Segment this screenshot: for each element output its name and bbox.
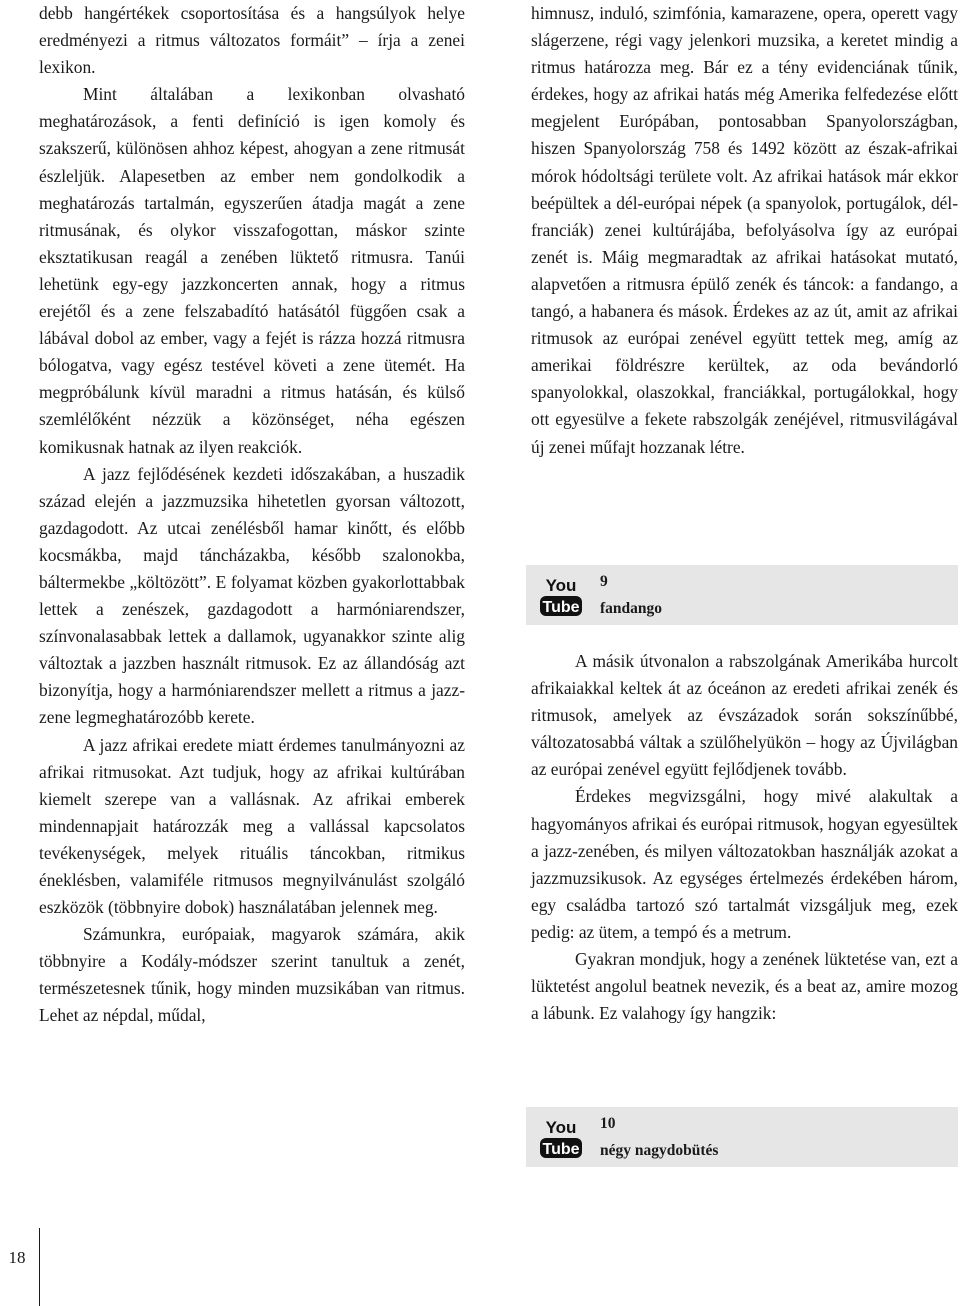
right-column-top [531,0,958,461]
body-paragraph: A jazz fejlődésének kezdeti időszakában, a huszadik század elején a jazzmuzsika hihetetlen gyorsan változott, gazdagodott. Az utcai zenélésből hamar kinőtt, és előbb kocsmákba, majd táncházakba, később szalonokba, báltermekbe „költözött”. E folyamat közben gyakorlottabbak lettek a zenészek, gazdagodott a harmóniarendszer, színvonalasabbak lettek a dallamok, ugyanakkor szinte alig változtak a jazzben használt ritmusok. Ez az állandóság azt bizonyítja, hogy a harmóniarendszer mellett a ritmus a jazz-zene legmeghatározóbb kerete. [39,463,465,728]
video-caption [600,568,662,622]
youtube-icon [538,1114,584,1160]
page-number: 18 [8,1248,26,1267]
right-column-bottom [531,648,958,1027]
body-paragraph: Érdekes megvizsgálni, hogy mivé alakultak a hagyományos afrikai és európai ritmusok, hogyan egyesültek a jazz-zenében, és milyen változatokban használják azokat a jazzmuzsikusok. Az egységes értelmezés érdekében három, egy családba tartozó szó tartalmát vizsgáljuk meg, ezek pedig: az ütem, a tempó és a metrum. [531,786,958,942]
youtube-logo-top: You [545,1118,577,1137]
video-title: négy nagydobütés [600,1142,719,1159]
youtube-icon [538,572,584,618]
youtube-video-link-fandango[interactable] [526,565,958,625]
video-caption [600,1110,718,1164]
body-paragraph: A másik útvonalon a rabszolgának Amerikába hurcolt afrikaiakkal keltek át az óceánon az eredeti afrikai zenék és ritmusok, amelyek az évszázadok során sokszínűbbé, változatosabbá váltak a szülőhelyükön – hogy az Újvilágban az európai zenével együtt fejlődjenek tovább. [531,651,958,780]
body-paragraph: debb hangértékek csoportosítása és a hangsúlyok helye eredményezi a ritmus változatos formáit” – írja a zenei lexikon. [39,3,465,78]
youtube-logo-bottom: Tube [542,1141,580,1158]
body-paragraph: Mint általában a lexikonban olvasható meghatározások, a fenti definíció is igen komoly és szakszerű, különösen ahhoz képest, ahogyan a zene ritmusát észleljük. Alapesetben az ember nem gondolkodik a meghatározás tartalmán, egyszerűen átadja magát a zene ritmusának, és olykor visszafogottan, máskor szinte eksztatikusan reagál a zenében lüktető ritmusra. Tanúi lehetünk egy-egy jazzkoncerten annak, hogy a ritmus erejétől és a zene felszabadító hatásától függően csak a lábával dobol az ember, vagy a fejét is rázza hozzá ritmusra bólogatva, vagy egész testével követi a zene ütemét. Ha megpróbálunk kívül maradni a ritmus hatásán, és külső szemlélőként nézzük a közönséget, néha egészen komikusnak hatnak az ilyen reakciók. [39,84,465,457]
youtube-logo-top: You [545,576,577,595]
video-number: 9 [600,573,608,590]
body-paragraph: Gyakran mondjuk, hogy a zenének lüktetése van, ezt a lüktetést angolul beatnek nevezik, és a beat az, amire mozog a lábunk. Ez valahogy így hangzik: [531,949,958,1024]
video-number: 10 [600,1115,616,1132]
body-paragraph: himnusz, induló, szimfónia, kamarazene, opera, operett vagy slágerzene, régi vagy jelenkori muzsika, a keretet mindig a ritmus határozza meg. Bár ez a tény evidenciának tűnik, érdekes, hogy az afrikai hatás még Amerika felfedezése előtt megjelent Európában, pontosabban Spanyolországban, hiszen Spanyolország 758 és 1492 között az észak-afrikai mórok hódoltsági területe volt. Az afrikai hatások már ekkor beépültek a dél-európai népek (a spanyolok, portugálok, dél-franciák) zenei kultúrájába, befolyásolva így az európai zenét is. Máig megmaradtak az afrikai hatásokat mutató, alapvetően a ritmusra épülő zenék és táncok: a fandango, a tangó, a habanera és mások. Érdekes az az út, amit az afrikai ritmusok az európai zenével együtt tettek meg, amíg az amerikai földrészre kerültek, az oda bevándorló spanyolokkal, olaszokkal, franciákkal, portugálokkal, hogy ott egyesülve a fekete rabszolgák zenéjével, ritmusvilágával új zenei műfajt hozzanak létre. [531,3,958,457]
video-title: fandango [600,600,663,617]
youtube-video-link-negy-nagydobutes[interactable] [526,1107,958,1167]
footer-divider [39,1228,40,1306]
youtube-logo-bottom: Tube [542,599,580,616]
body-paragraph: A jazz afrikai eredete miatt érdemes tanulmányozni az afrikai ritmusokat. Azt tudjuk, hogy az afrikai kultúrában kiemelt szerepe van a vallásnak. Az afrikai emberek mindennapjait határozzák meg a vallással kapcsolatos tevékenységek, melyek rituális táncokban, ritmikus éneklésben, valamiféle ritmusos megnyilvánulást szolgáló eszközök (többnyire dobok) használatában jelennek meg. [39,734,465,918]
left-column [39,0,465,1030]
body-paragraph: Számunkra, európaiak, magyarok számára, akik többnyire a Kodály-módszer szerint tanultuk a zenét, természetesnek tűnik, hogy minden muzsikában van ritmus. Lehet az népdal, műdal, [39,924,465,1026]
